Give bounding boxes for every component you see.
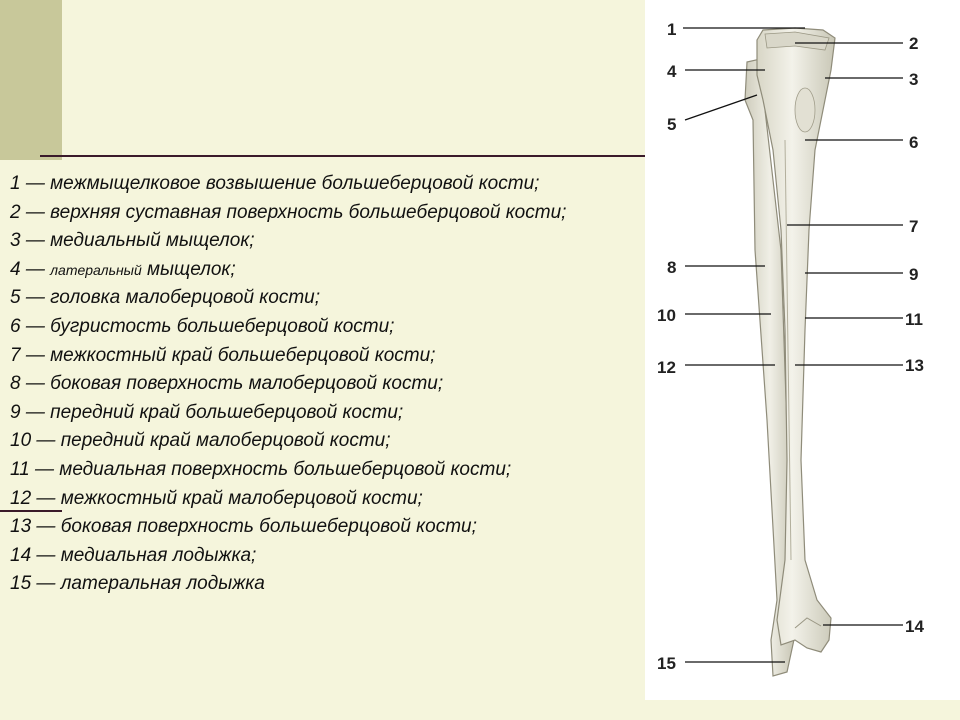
legend-item: 4 — латеральный мыщелок;: [10, 258, 236, 280]
legend-item: 15 — латеральная лодыжка: [10, 573, 265, 595]
legend-item: 6 — бугристость большеберцовой кости;: [10, 315, 395, 337]
diagram-label-10: 10: [657, 306, 676, 325]
diagram-label-15: 15: [657, 654, 676, 673]
legend-item: 12 — межкостный край малоберцовой кости;: [10, 487, 423, 509]
diagram-label-9: 9: [909, 265, 919, 284]
tibial-tuberosity: [795, 88, 815, 132]
diagram-label-1: 1: [667, 20, 677, 39]
legend-item: 10 — передний край малоберцовой кости;: [10, 430, 391, 452]
title-divider: [40, 155, 650, 157]
leader-line-5: [685, 95, 757, 120]
legend-item: 8 — боковая поверхность малоберцовой кости;: [10, 373, 444, 395]
diagram-label-14: 14: [905, 617, 924, 636]
diagram-label-13: 13: [905, 356, 924, 375]
diagram-label-7: 7: [909, 217, 919, 236]
bone-diagram-svg: [645, 0, 960, 700]
legend-item: 13 — боковая поверхность большеберцовой кости;: [10, 516, 477, 538]
bone-diagram: [645, 0, 960, 700]
legend-item: 7 — межкостный край большеберцовой кости;: [10, 344, 436, 366]
diagram-label-8: 8: [667, 258, 677, 277]
diagram-label-5: 5: [667, 115, 677, 134]
accent-bar: [0, 0, 62, 160]
legend-item: 3 — медиальный мыщелок;: [10, 230, 255, 252]
legend-item: 2 — верхняя суставная поверхность большеберцовой кости;: [10, 201, 567, 223]
diagram-label-2: 2: [909, 34, 919, 53]
legend-item: 5 — головка малоберцовой кости;: [10, 287, 320, 309]
diagram-label-11: 11: [905, 310, 923, 329]
legend-item: 9 — передний край большеберцовой кости;: [10, 401, 404, 423]
legend-item: 11 — медиальная поверхность большеберцовой кости;: [10, 458, 512, 480]
diagram-label-12: 12: [657, 358, 676, 377]
diagram-label-6: 6: [909, 133, 919, 152]
diagram-label-4: 4: [667, 62, 677, 81]
legend-item: 1 — межмыщелковое возвышение большеберцовой кости;: [10, 173, 540, 194]
legend-item: 14 — медиальная лодыжка;: [10, 544, 257, 566]
diagram-label-3: 3: [909, 70, 919, 89]
legend-list: [10, 170, 642, 599]
